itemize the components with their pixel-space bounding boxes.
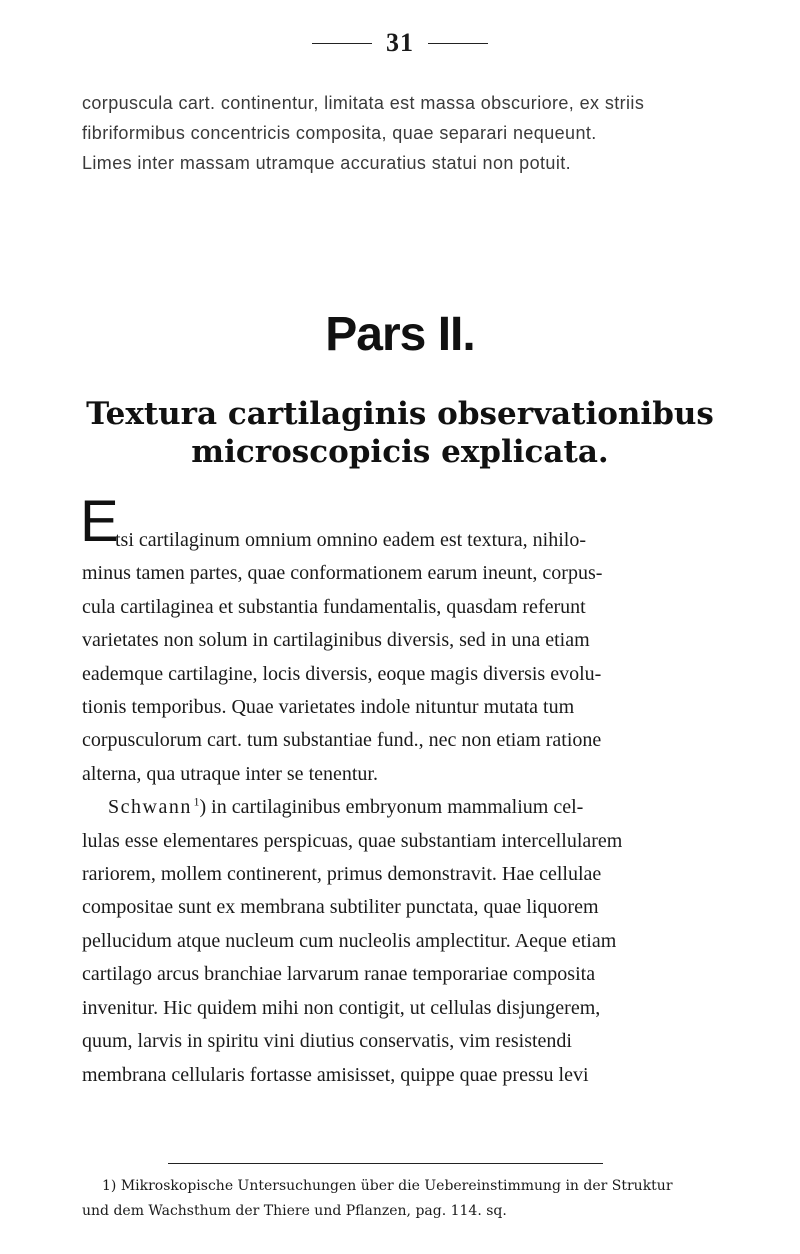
intro-paragraph <box>82 88 742 178</box>
body-line-text: ) in cartilaginibus embryonum mammalium cel- <box>199 796 584 819</box>
footnote-line: 1) Mikroskopische Untersuchungen über die Uebereinstimmung in der Struktur <box>102 1178 673 1194</box>
body-line: alterna, qua utraque inter se tenentur. <box>82 762 378 785</box>
section-title <box>0 395 800 471</box>
footnote-reference[interactable]: 1 <box>193 794 200 809</box>
body-line: invenitur. Hic quidem mihi non contigit, ut cellulas disjungerem, <box>82 996 601 1019</box>
body-line: varietates non solum in cartilaginibus diversis, sed in una etiam <box>82 629 590 652</box>
header-rule-left <box>312 43 372 44</box>
page-header <box>0 28 800 58</box>
body-line: lulas esse elementares perspicuas, quae substantiam intercellularem <box>82 829 623 852</box>
intro-line: fibriformibus concentricis composita, quae separari nequeunt. <box>82 123 597 143</box>
intro-line: corpuscula cart. continentur, limitata est massa obscuriore, ex striis <box>82 93 645 113</box>
body-line: cartilago arcus branchiae larvarum ranae temporariae composita <box>82 963 596 986</box>
header-rule-right <box>428 43 488 44</box>
author-name: Schwann <box>108 796 192 819</box>
body-line: compositae sunt ex membrana subtiliter punctata, quae liquorem <box>82 896 599 919</box>
body-line: tsi cartilaginum omnium omnino eadem est textura, nihilo- <box>115 529 587 551</box>
body-line: tionis temporibus. Quae varietates indole nituntur mutata tum <box>82 696 575 719</box>
drop-cap: E <box>80 489 119 554</box>
body-line: pellucidum atque nucleum cum nucleolis amplectitur. Aeque etiam <box>82 929 617 952</box>
body-line: minus tamen partes, quae conformationem earum ineunt, corpus- <box>82 562 603 585</box>
body-line <box>82 791 752 824</box>
body-line: membrana cellularis fortasse amisisset, quippe quae pressu levi <box>82 1063 589 1086</box>
footnote-line: und dem Wachsthum der Thiere und Pflanzen, pag. 114. sq. <box>82 1203 507 1219</box>
body-line: cula cartilaginea et substantia fundamentalis, quasdam referunt <box>82 595 586 618</box>
section-heading: Pars II. <box>325 308 475 361</box>
body-text <box>82 524 752 1092</box>
section-title-line: Textura cartilaginis observationibus <box>86 396 714 432</box>
footnote-divider <box>168 1163 603 1164</box>
footnote <box>82 1174 772 1224</box>
page-number: 31 <box>386 28 414 57</box>
section-title-line: microscopicis explicata. <box>191 434 609 470</box>
intro-line: Limes inter massam utramque accuratius statui non potuit. <box>82 153 572 173</box>
body-line: eademque cartilagine, locis diversis, eoque magis diversis evolu- <box>82 662 602 685</box>
body-line: corpusculorum cart. tum substantiae fund., nec non etiam ratione <box>82 729 602 752</box>
body-line: quum, larvis in spiritu vini diutius conservatis, vim resistendi <box>82 1030 572 1053</box>
body-line: rariorem, mollem continerent, primus demonstravit. Hae cellulae <box>82 863 602 886</box>
